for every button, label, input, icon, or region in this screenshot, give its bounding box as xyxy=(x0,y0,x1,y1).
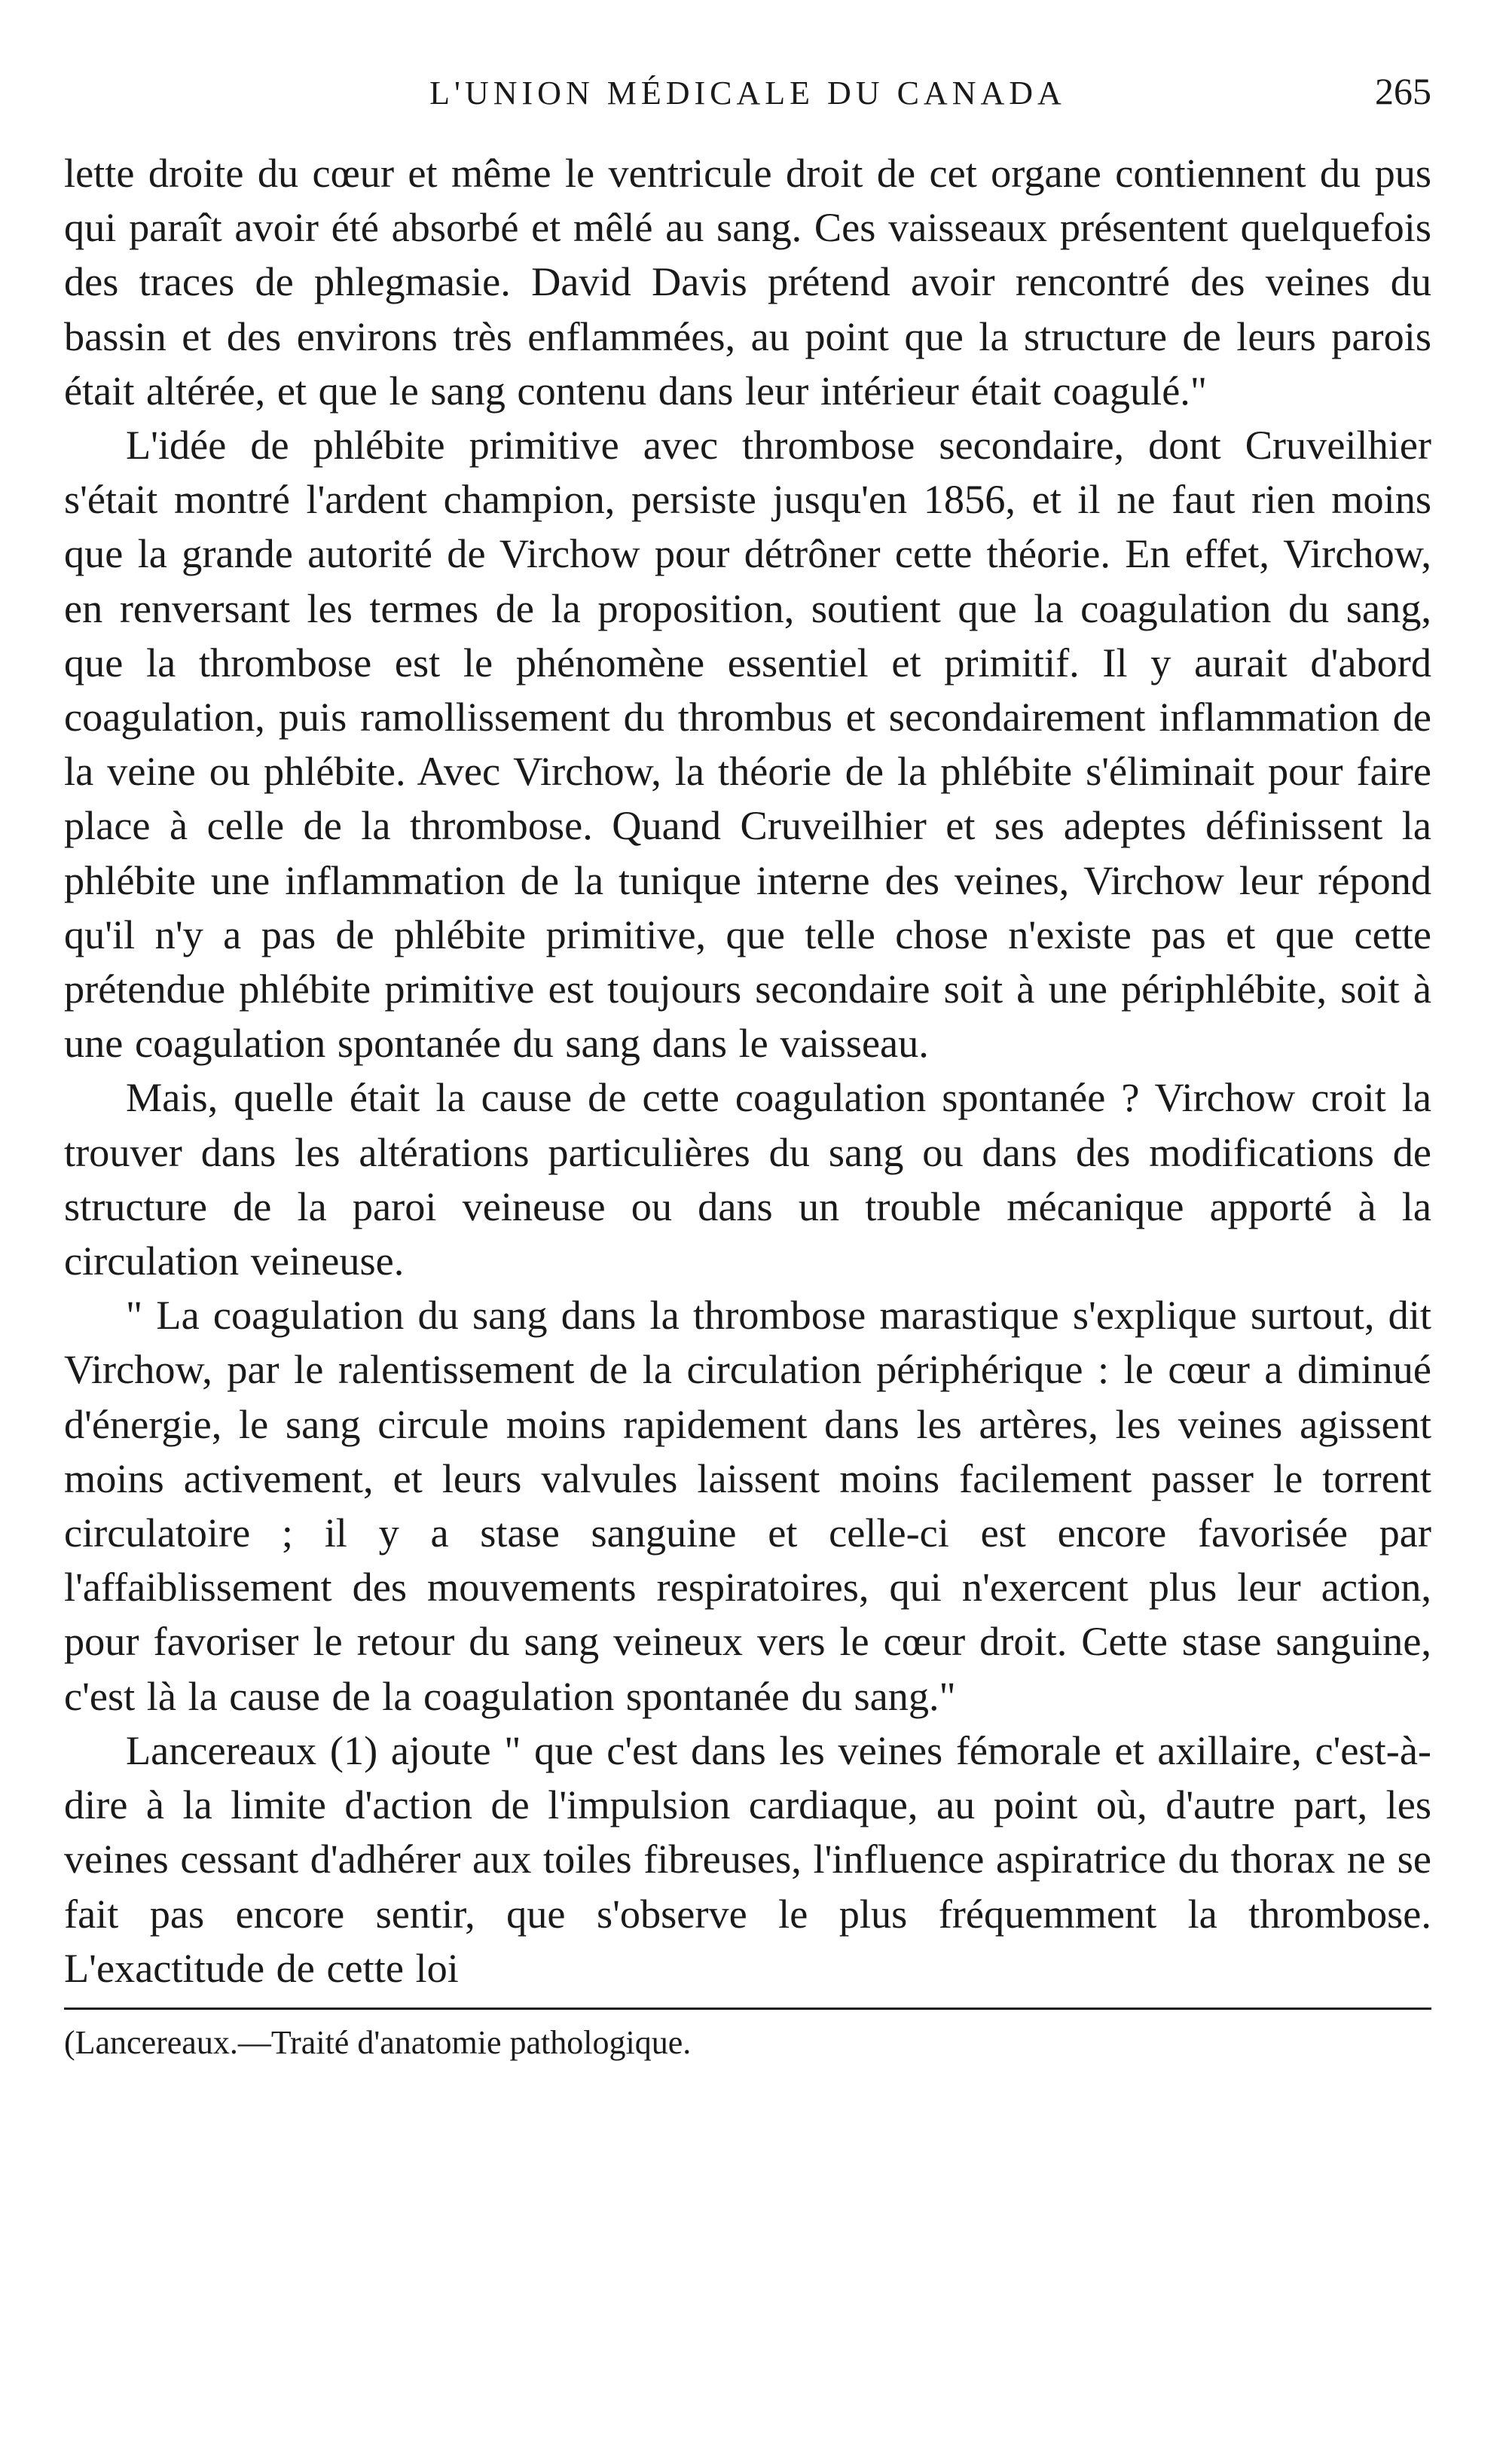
paragraph-cause-coagulation: Mais, quelle était la cause de cette coagulation spontanée ? Virchow croit la trouver dans les altérations particulières du sang ou dans des modifications de structure de la paroi veineuse ou dans un trouble mécanique apporté à la circulation veineuse. xyxy=(64,1075,1431,1284)
paragraph-virchow-quote: " La coagulation du sang dans la thrombose marastique s'explique surtout, dit Virchow, par le ralentissement de la circulation périphérique : le cœur a diminué d'énergie, le sang circule moins rapidement dans les artères, les veines agissent moins activement, et leurs valvules laissent moins facilement passer le torrent circulatoire ; il y a stase sanguine et celle-ci est encore favorisée par l'affaiblissement des mouvements respiratoires, qui n'exercent plus leur action, pour favoriser le retour du sang veineux vers le cœur droit. Cette stase sanguine, c'est là la cause de la coagulation spontanée du sang." xyxy=(64,1293,1431,1719)
journal-page xyxy=(64,66,1431,2417)
paragraph-lancereaux: Lancereaux (1) ajoute " que c'est dans les veines fémorale et axillaire, c'est-à-dire à la limite d'action de l'impulsion cardiaque, au point où, d'autre part, les veines cessant d'adhérer aux toiles fibreuses, l'influence aspiratrice du thorax ne se fait pas encore sentir, que s'observe le plus fréquemment la thrombose. L'exactitude de cette loi xyxy=(64,1727,1431,1991)
article-body xyxy=(64,146,1431,1995)
journal-title: L'UNION MÉDICALE DU CANADA xyxy=(429,75,1066,111)
running-head xyxy=(64,66,1431,127)
page-number: 265 xyxy=(1375,70,1431,112)
paragraph-continuation: lette droite du cœur et même le ventricule droit de cet organe contiennent du pus qui paraît avoir été absorbé et mêlé au sang. Ces vaisseaux présentent quelquefois des traces de phlegmasie. David Davis prétend avoir rencontré des veines du bassin et des environs très enflammées, au point que la structure de leurs parois était altérée, et que le sang contenu dans leur intérieur était coagulé." xyxy=(64,151,1431,414)
paragraph-phlebite-thrombose: L'idée de phlébite primitive avec thrombose secondaire, dont Cruveilhier s'était montré l'ardent champion, persiste jusqu'en 1856, et il ne faut rien moins que la grande autorité de Virchow pour détrôner cette théorie. En effet, Virchow, en renversant les termes de la proposition, soutient que la coagulation du sang, que la thrombose est le phénomène essentiel et primitif. Il y aurait d'abord coagulation, puis ramollissement du thrombus et secondairement inflammation de la veine ou phlébite. Avec Virchow, la théorie de la phlébite s'éliminait pour faire place à celle de la thrombose. Quand Cruveilhier et ses adeptes définissent la phlébite une inflammation de la tunique interne des veines, Virchow leur répond qu'il n'y a pas de phlébite primitive, que telle chose n'existe pas et que cette prétendue phlébite primitive est toujours secondaire soit à une périphlébite, soit à une coagulation spontanée du sang dans le vaisseau. xyxy=(64,423,1431,1067)
footnote-divider xyxy=(64,2008,1431,2010)
footnote: (Lancereaux.—Traité d'anatomie pathologique. xyxy=(64,2023,692,2061)
